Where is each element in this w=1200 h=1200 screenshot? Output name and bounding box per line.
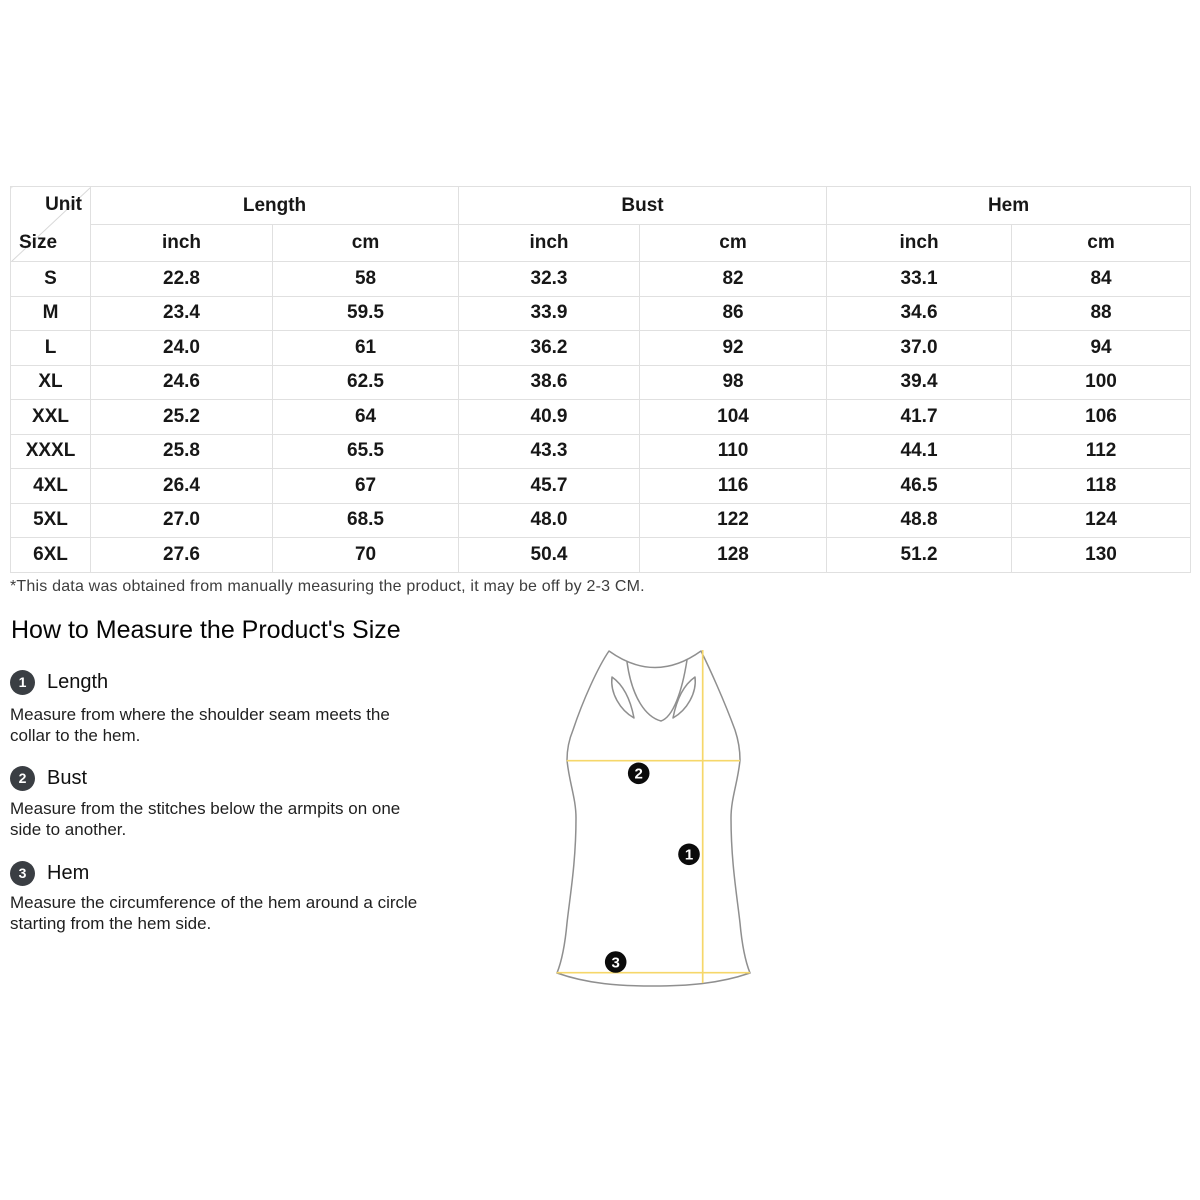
desc-line: collar to the hem. bbox=[10, 725, 141, 745]
measurement-cell: 45.7 bbox=[459, 469, 640, 504]
unit-header: cm bbox=[273, 225, 459, 262]
size-cell: XXL bbox=[11, 400, 91, 435]
table-corner-cell bbox=[11, 187, 91, 262]
group-header-row bbox=[11, 187, 1191, 225]
step-2-badge: 2 bbox=[10, 766, 35, 791]
measurement-lines bbox=[557, 650, 750, 983]
measurement-cell: 46.5 bbox=[827, 469, 1012, 504]
measurement-cell: 43.3 bbox=[459, 434, 640, 469]
size-cell: 6XL bbox=[11, 538, 91, 573]
size-cell: S bbox=[11, 262, 91, 297]
desc-line: side to another. bbox=[10, 819, 127, 839]
measurement-cell: 106 bbox=[1012, 400, 1191, 435]
measurement-cell: 51.2 bbox=[827, 538, 1012, 573]
measurement-cell: 92 bbox=[640, 331, 827, 366]
step-3-badge: 3 bbox=[10, 861, 35, 886]
guide-section-hem-desc bbox=[10, 893, 417, 934]
guide-section-bust-desc bbox=[10, 799, 400, 840]
measurement-cell: 58 bbox=[273, 262, 459, 297]
measurement-cell: 23.4 bbox=[91, 296, 273, 331]
measurement-cell: 48.0 bbox=[459, 503, 640, 538]
size-row bbox=[11, 503, 1191, 538]
measurement-cell: 70 bbox=[273, 538, 459, 573]
tank-silhouette bbox=[557, 651, 750, 986]
measurement-cell: 98 bbox=[640, 365, 827, 400]
measurement-cell: 94 bbox=[1012, 331, 1191, 366]
unit-header-row bbox=[11, 225, 1191, 262]
size-row bbox=[11, 400, 1191, 435]
illustration-markers bbox=[605, 763, 700, 973]
measurement-cell: 65.5 bbox=[273, 434, 459, 469]
length-marker-number: 1 bbox=[684, 846, 694, 864]
measurement-cell: 41.7 bbox=[827, 400, 1012, 435]
unit-header: inch bbox=[827, 225, 1012, 262]
guide-title: How to Measure the Product's Size bbox=[11, 616, 401, 644]
measurement-cell: 128 bbox=[640, 538, 827, 573]
size-row bbox=[11, 538, 1191, 573]
desc-line: Measure from where the shoulder seam meets the bbox=[10, 705, 390, 724]
measurement-cell: 124 bbox=[1012, 503, 1191, 538]
hem-marker-number: 3 bbox=[611, 954, 620, 972]
measurement-cell: 32.3 bbox=[459, 262, 640, 297]
guide-section-length-label: Length bbox=[47, 670, 109, 693]
measurement-cell: 62.5 bbox=[273, 365, 459, 400]
measurement-cell: 25.8 bbox=[91, 434, 273, 469]
unit-header: inch bbox=[91, 225, 273, 262]
measurement-cell: 67 bbox=[273, 469, 459, 504]
measurement-footnote: *This data was obtained from manually measuring the product, it may be off by 2-3 CM. bbox=[10, 578, 645, 595]
size-cell: 5XL bbox=[11, 503, 91, 538]
measurement-cell: 130 bbox=[1012, 538, 1191, 573]
guide-section-bust-label: Bust bbox=[47, 766, 88, 789]
size-row bbox=[11, 296, 1191, 331]
unit-header: inch bbox=[459, 225, 640, 262]
group-header-length: Length bbox=[91, 187, 459, 225]
measurement-cell: 104 bbox=[640, 400, 827, 435]
measurement-cell: 116 bbox=[640, 469, 827, 504]
measurement-cell: 68.5 bbox=[273, 503, 459, 538]
size-chart-section bbox=[10, 186, 1191, 573]
measurement-cell: 26.4 bbox=[91, 469, 273, 504]
guide-section-hem-label: Hem bbox=[47, 861, 90, 884]
measurement-cell: 24.0 bbox=[91, 331, 273, 366]
back-neckline bbox=[627, 660, 687, 721]
measurement-cell: 40.9 bbox=[459, 400, 640, 435]
group-header-hem: Hem bbox=[827, 187, 1191, 225]
size-row bbox=[11, 331, 1191, 366]
measurement-cell: 122 bbox=[640, 503, 827, 538]
unit-header: cm bbox=[1012, 225, 1191, 262]
right-armhole bbox=[673, 677, 695, 718]
measurement-cell: 112 bbox=[1012, 434, 1191, 469]
corner-unit-label: Unit bbox=[45, 194, 82, 215]
measurement-cell: 33.9 bbox=[459, 296, 640, 331]
measurement-cell: 22.8 bbox=[91, 262, 273, 297]
guide-section-length bbox=[10, 669, 108, 695]
tank-top-illustration bbox=[520, 630, 810, 1010]
measurement-cell: 82 bbox=[640, 262, 827, 297]
measurement-cell: 100 bbox=[1012, 365, 1191, 400]
size-cell: 4XL bbox=[11, 469, 91, 504]
left-armhole bbox=[612, 677, 634, 718]
measurement-cell: 39.4 bbox=[827, 365, 1012, 400]
measurement-cell: 33.1 bbox=[827, 262, 1012, 297]
measurement-cell: 64 bbox=[273, 400, 459, 435]
guide-section-bust bbox=[10, 765, 87, 791]
size-row bbox=[11, 262, 1191, 297]
measurement-cell: 37.0 bbox=[827, 331, 1012, 366]
guide-section-length-desc bbox=[10, 705, 390, 746]
size-cell: XXXL bbox=[11, 434, 91, 469]
desc-line: starting from the hem side. bbox=[10, 913, 212, 933]
measurement-cell: 27.0 bbox=[91, 503, 273, 538]
unit-header: cm bbox=[640, 225, 827, 262]
measurement-cell: 84 bbox=[1012, 262, 1191, 297]
size-row bbox=[11, 434, 1191, 469]
measurement-cell: 34.6 bbox=[827, 296, 1012, 331]
guide-section-hem bbox=[10, 860, 89, 886]
size-cell: M bbox=[11, 296, 91, 331]
desc-line: Measure the circumference of the hem around a circle bbox=[10, 893, 418, 912]
measurement-cell: 61 bbox=[273, 331, 459, 366]
step-1-badge: 1 bbox=[10, 670, 35, 695]
measurement-cell: 50.4 bbox=[459, 538, 640, 573]
size-row bbox=[11, 365, 1191, 400]
group-header-bust: Bust bbox=[459, 187, 827, 225]
measurement-cell: 36.2 bbox=[459, 331, 640, 366]
measurement-cell: 48.8 bbox=[827, 503, 1012, 538]
size-row bbox=[11, 469, 1191, 504]
tank-top-outline bbox=[557, 651, 750, 986]
measurement-cell: 25.2 bbox=[91, 400, 273, 435]
measurement-cell: 88 bbox=[1012, 296, 1191, 331]
size-chart-body bbox=[11, 262, 1191, 573]
measurement-cell: 86 bbox=[640, 296, 827, 331]
measurement-cell: 38.6 bbox=[459, 365, 640, 400]
measurement-cell: 59.5 bbox=[273, 296, 459, 331]
bust-marker-number: 2 bbox=[634, 765, 643, 783]
size-chart-table bbox=[10, 186, 1191, 573]
size-cell: XL bbox=[11, 365, 91, 400]
measurement-cell: 44.1 bbox=[827, 434, 1012, 469]
measurement-cell: 110 bbox=[640, 434, 827, 469]
measurement-cell: 27.6 bbox=[91, 538, 273, 573]
measurement-cell: 24.6 bbox=[91, 365, 273, 400]
corner-size-label: Size bbox=[19, 232, 58, 253]
size-cell: L bbox=[11, 331, 91, 366]
desc-line: Measure from the stitches below the armpits on one bbox=[10, 799, 401, 818]
measurement-cell: 118 bbox=[1012, 469, 1191, 504]
